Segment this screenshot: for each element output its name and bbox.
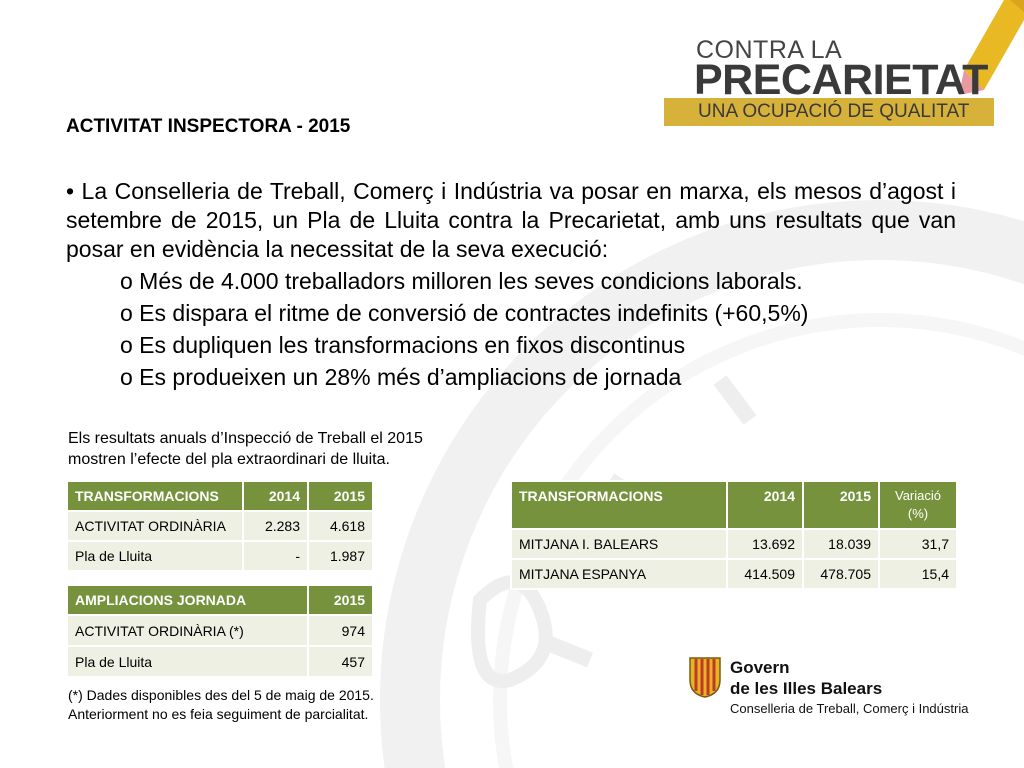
table-cell: 478.705 (804, 560, 878, 588)
table-row (68, 542, 372, 570)
bullet-item: o Més de 4.000 treballadors milloren les seves condicions laborals. (120, 268, 803, 294)
ampliacions-table (66, 584, 374, 678)
govern-line3: Conselleria de Treball, Comerç i Indústria (730, 701, 969, 716)
coat-of-arms-icon (688, 656, 722, 698)
logo-line2: PRECARIETAT (694, 56, 988, 104)
table-header: 2015 (804, 482, 878, 528)
footnote: (*) Dades disponibles des del 5 de maig de 2015. Anteriorment no es feia seguiment de parcialitat. (68, 687, 374, 722)
table-cell: 414.509 (728, 560, 802, 588)
table-cell: 457 (309, 647, 372, 676)
bullet-item: o Es dupliquen les transformacions en fixos discontinus (120, 332, 686, 358)
table-cell: 1.987 (309, 542, 372, 570)
table-cell: 974 (309, 616, 372, 645)
bullet-item: o Es produeixen un 28% més d’ampliacions de jornada (120, 364, 682, 390)
table-row (512, 530, 956, 558)
table-header: TRANSFORMACIONS (68, 482, 242, 510)
table-cell: 15,4 (880, 560, 956, 588)
logo-line1: CONTRA LA (696, 36, 843, 64)
table-cell: 4.618 (309, 512, 372, 540)
table-cell: 31,7 (880, 530, 956, 558)
table-cell: ACTIVITAT ORDINÀRIA (68, 512, 242, 540)
mitjanes-table (510, 480, 958, 590)
table-row (512, 560, 956, 588)
table-header: 2015 (309, 586, 372, 614)
table-row (68, 616, 372, 645)
table-header: 2014 (728, 482, 802, 528)
table-cell: 18.039 (804, 530, 878, 558)
results-note: Els resultats anuals d’Inspecció de Treball el 2015 mostren l’efecte del pla extraordinari de lluita. (68, 430, 423, 468)
govern-line2: de les Illes Balears (730, 679, 883, 698)
logo-line3: UNA OCUPACIÓ DE QUALITAT (698, 101, 970, 122)
transformacions-table (66, 480, 374, 572)
intro-paragraph: • La Conselleria de Treball, Comerç i Indústria va posar en marxa, els mesos d’agost i setembre de 2015, un Pla de Lluita contra la Precarietat, amb uns resultats que van posar en evidència la necessitat de la seva execució: (66, 178, 956, 262)
table-header: 2015 (309, 482, 372, 510)
table-header: TRANSFORMACIONS (512, 482, 726, 528)
table-row (68, 647, 372, 676)
table-cell: MITJANA I. BALEARS (512, 530, 726, 558)
govern-logo (688, 654, 988, 724)
table-header: Variació (%) (880, 482, 956, 528)
table-cell: Pla de Lluita (68, 542, 242, 570)
table-row (68, 512, 372, 540)
table-cell: MITJANA ESPANYA (512, 560, 726, 588)
table-cell: - (244, 542, 307, 570)
table-cell: Pla de Lluita (68, 647, 307, 676)
table-header: AMPLIACIONS JORNADA (68, 586, 307, 614)
table-cell: 2.283 (244, 512, 307, 540)
precarietat-logo (664, 0, 1024, 128)
table-cell: 13.692 (728, 530, 802, 558)
bullet-item: o Es dispara el ritme de conversió de contractes indefinits (+60,5%) (120, 300, 809, 326)
table-cell: ACTIVITAT ORDINÀRIA (*) (68, 616, 307, 645)
govern-line1: Govern (730, 658, 790, 677)
table-header: 2014 (244, 482, 307, 510)
page-title: ACTIVITAT INSPECTORA - 2015 (66, 116, 351, 137)
result-bullets (120, 265, 960, 393)
